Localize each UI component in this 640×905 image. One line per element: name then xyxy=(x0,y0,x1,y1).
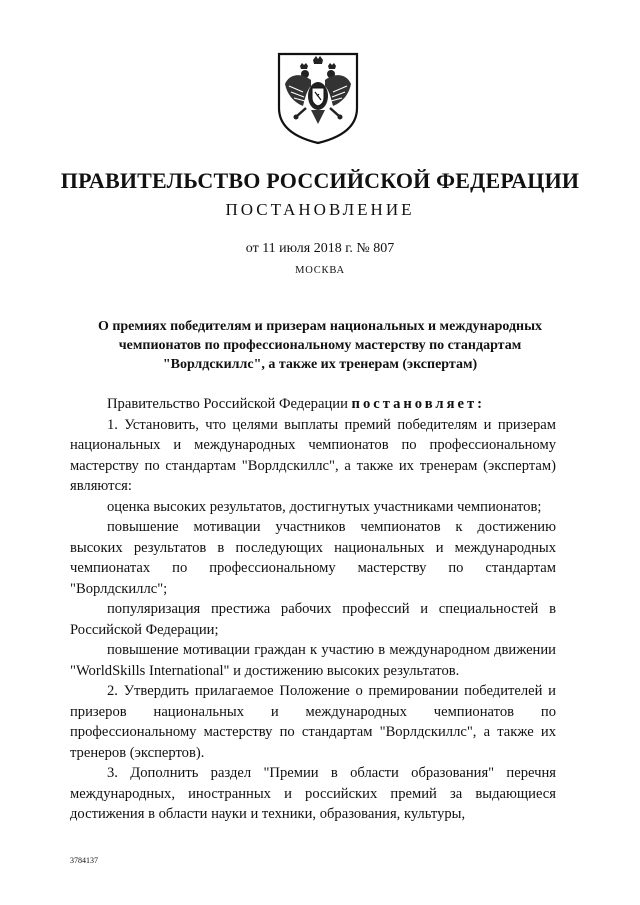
subject-line: "Ворлдскиллс", а также их тренерам (экспертам) xyxy=(162,357,478,372)
body-paragraph: повышение мотивации граждан к участию в международном движении "WorldSkills International" и достижению высоких результатов. xyxy=(70,642,556,679)
body-paragraph: 3. Дополнить раздел "Премии в области образования" перечня международных, иностранных и российских премий за выдающиеся достижения в области науки и техники, образования, культуры, xyxy=(70,765,556,822)
organization-title: ПРАВИТЕЛЬСТВО РОССИЙСКОЙ ФЕДЕРАЦИИ xyxy=(60,168,580,193)
decree-word: постановляет: xyxy=(351,396,485,412)
body-paragraph: 1. Установить, что целями выплаты премий победителям и призерам национальных и международных чемпионатов по профессиональному мастерству по стандартам "Ворлдскиллс", а также их тренерам (экспертам) являются: xyxy=(70,416,556,494)
body-paragraph: оценка высоких результатов, достигнутых участниками чемпионатов; xyxy=(107,498,542,515)
document-subject xyxy=(70,317,570,374)
document-city: МОСКВА xyxy=(295,265,345,276)
document-code: 3784137 xyxy=(70,856,98,865)
body-paragraph: 2. Утвердить прилагаемое Положение о премировании победителей и призеров национальных и международных чемпионатов по профессиональному мастерству по стандартам "Ворлдскиллс", а также их тренеров (экспертов). xyxy=(70,683,556,761)
subject-line: О премиях победителям и призерам национальных и международных xyxy=(97,319,543,334)
intro-prefix: Правительство Российской Федерации xyxy=(107,396,352,412)
coat-of-arms-icon xyxy=(273,50,363,145)
body-intro xyxy=(70,394,556,415)
body-paragraph: повышение мотивации участников чемпионатов к достижению высоких результатов в последующих национальных и международных чемпионатах по профессиональному мастерству по стандартам "Ворлдскиллс"; xyxy=(70,519,556,597)
document-date-number: от 11 июля 2018 г. № 807 xyxy=(245,241,395,256)
body-paragraph: популяризация престижа рабочих профессий и специальностей в Российской Федерации; xyxy=(70,601,556,638)
document-body xyxy=(70,394,556,825)
subject-line: чемпионатов по профессиональному мастерству по стандартам xyxy=(118,338,522,353)
document-type: ПОСТАНОВЛЕНИЕ xyxy=(225,200,415,219)
